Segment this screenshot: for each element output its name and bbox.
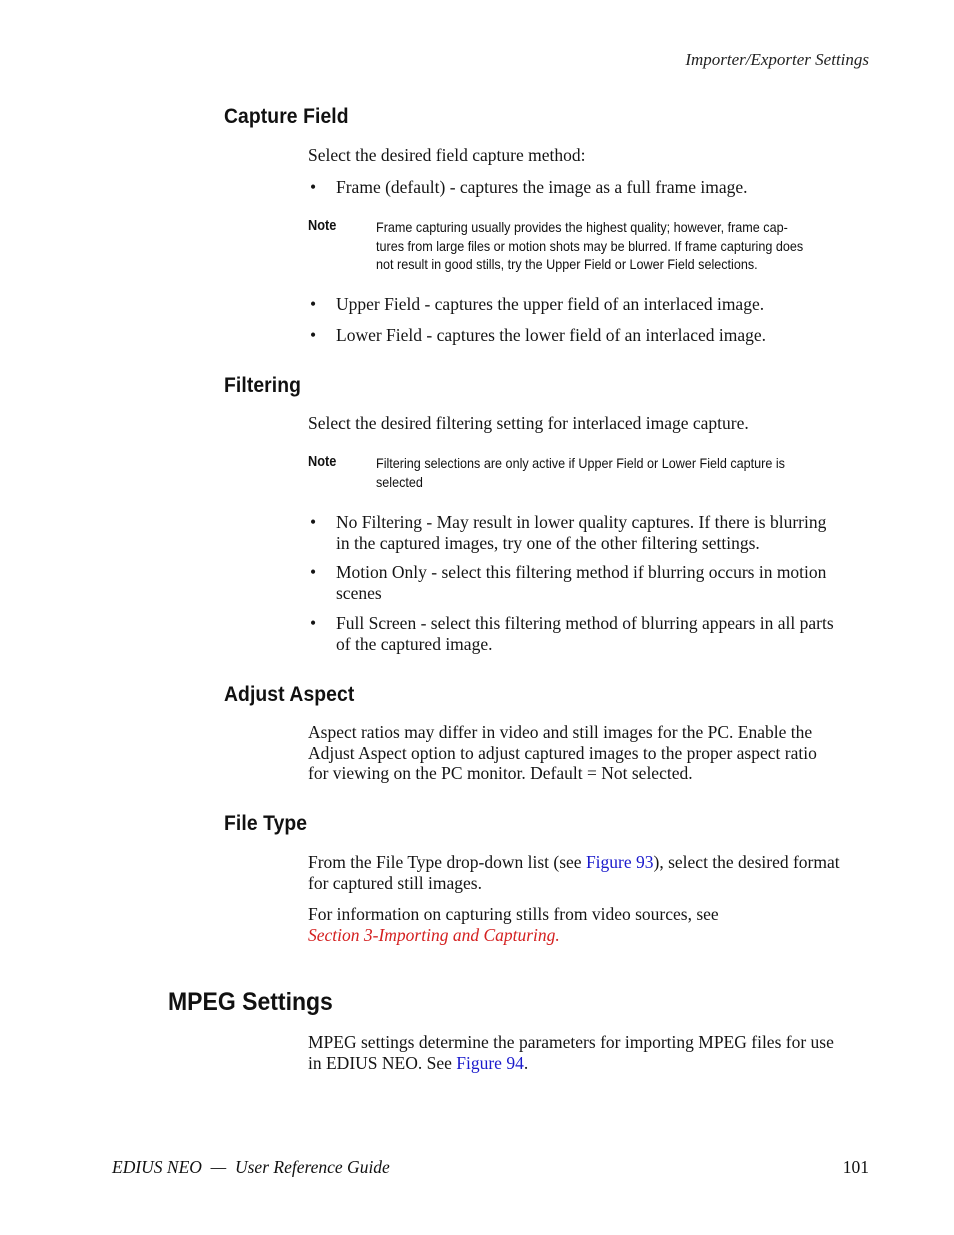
bullet-icon: •	[310, 294, 317, 314]
paragraph-line	[308, 1053, 868, 1074]
list-item-text: Frame (default) - captures the image as a full frame image.	[336, 177, 748, 197]
paragraph-line	[308, 925, 868, 946]
paragraph-text: in EDIUS NEO. See	[308, 1052, 457, 1073]
list-item-line: of the captured image.	[336, 633, 493, 654]
note-label: Note	[308, 454, 337, 470]
heading-file-type: File Type	[224, 812, 308, 835]
note-line: selected	[376, 473, 423, 490]
paragraph-line: for captured still images.	[308, 872, 482, 893]
filtering-intro: Select the desired filtering setting for interlaced image capture.	[308, 413, 749, 433]
list-item-line: Motion Only - select this filtering method if blurring occurs in motion	[336, 562, 827, 582]
note-line: Frame capturing usually provides the highest quality; however, frame cap-	[376, 219, 788, 235]
list-item-line: in the captured images, try one of the other filtering settings.	[336, 532, 760, 553]
list-item-text	[336, 613, 868, 654]
page-number: 101	[842, 1157, 869, 1177]
file-type-paragraph-2	[308, 904, 868, 945]
heading-mpeg-settings: MPEG Settings	[168, 988, 333, 1016]
paragraph-line: Aspect ratios may differ in video and still images for the PC. Enable the	[308, 722, 813, 742]
paragraph-line: MPEG settings determine the parameters for importing MPEG files for use	[308, 1032, 834, 1052]
note-label: Note	[308, 218, 337, 234]
paragraph-line	[308, 852, 868, 873]
heading-filtering: Filtering	[224, 374, 302, 397]
list-item-line: No Filtering - May result in lower quality captures. If there is blurring	[336, 512, 827, 532]
capture-field-intro: Select the desired field capture method:	[308, 145, 586, 165]
running-header: Importer/Exporter Settings	[685, 50, 869, 69]
list-item-text	[336, 562, 868, 603]
list-item-text: Lower Field - captures the lower field of an interlaced image.	[336, 325, 767, 345]
mpeg-paragraph	[308, 1032, 868, 1073]
paragraph-text: ), select the desired format	[653, 852, 840, 872]
note-line: tures from large files or motion shots may be blurred. If frame capturing does	[376, 237, 804, 254]
note-text	[376, 454, 826, 491]
heading-adjust-aspect: Adjust Aspect	[224, 683, 355, 706]
note-line: not result in good stills, try the Upper Field or Lower Field selections.	[376, 256, 758, 272]
xref-period: .	[555, 924, 560, 945]
heading-capture-field: Capture Field	[224, 105, 349, 128]
bullet-icon: •	[310, 177, 317, 197]
bullet-icon: •	[310, 325, 317, 345]
footer-guide-title: EDIUS NEO — User Reference Guide	[112, 1157, 390, 1177]
bullet-icon: •	[310, 512, 317, 532]
paragraph-line: For information on capturing stills from video sources, see	[308, 904, 719, 924]
note-text	[376, 218, 826, 274]
note-line: Filtering selections are only active if Upper Field or Lower Field capture is	[376, 455, 785, 471]
figure-94-link[interactable]: Figure 94	[456, 1052, 524, 1073]
figure-93-link[interactable]: Figure 93	[585, 852, 654, 872]
paragraph-line: for viewing on the PC monitor. Default = Not selected.	[308, 763, 693, 783]
paragraph-text: .	[523, 1052, 529, 1073]
adjust-aspect-paragraph	[308, 722, 868, 784]
list-item-line: scenes	[336, 582, 382, 603]
paragraph-line: Adjust Aspect option to adjust captured images to the proper aspect ratio	[308, 742, 817, 763]
bullet-icon: •	[310, 562, 317, 582]
section-3-xref-link[interactable]: Section 3-Importing and Capturing	[308, 924, 556, 945]
bullet-icon: •	[310, 613, 317, 633]
list-item-text	[336, 512, 868, 553]
paragraph-text: From the File Type drop-down list (see	[308, 852, 586, 872]
list-item-text: Upper Field - captures the upper field of an interlaced image.	[336, 294, 765, 314]
file-type-paragraph	[308, 852, 868, 893]
list-item-line: Full Screen - select this filtering method of blurring appears in all parts	[336, 613, 834, 633]
